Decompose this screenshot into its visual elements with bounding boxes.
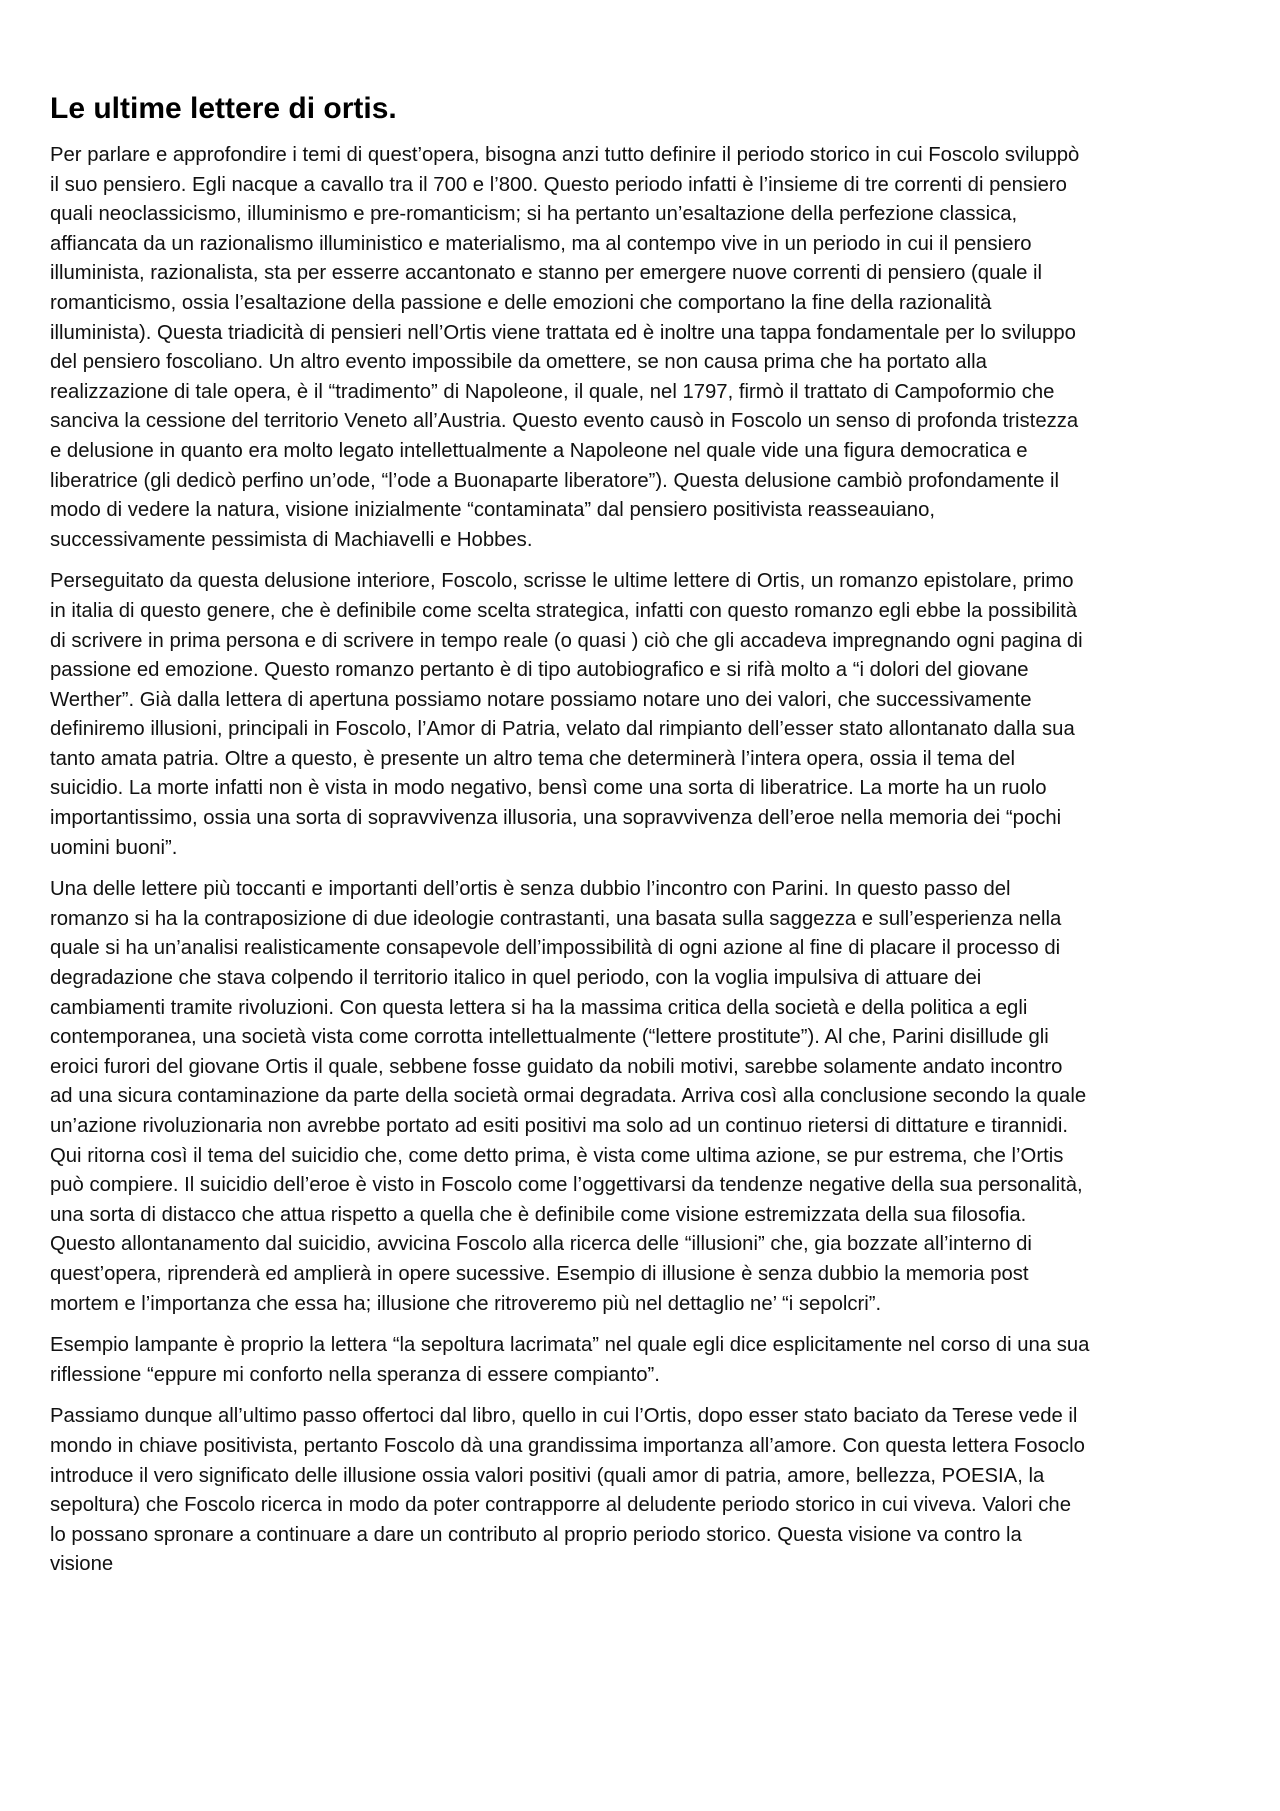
document-title: Le ultime lettere di ortis. (50, 92, 397, 125)
paragraph-last-passage: Passiamo dunque all’ultimo passo offertoci dal libro, quello in cui l’Ortis, dopo esser stato baciato da Terese vede il mondo in chiave positivista, pertanto Foscolo dà una grandissima importanza all’amore. Con questa lettera Fosoclo introduce il vero significato delle illusione ossia valori positivi (quali amor di patria, amore, bellezza, POESIA, la sepoltura) che Foscolo ricerca in modo da poter contrapporre al deludente periodo storico in cui viveva. Valori che lo possano spronare a continuare a dare un contributo al proprio periodo storico. Questa visione va contro la visione (50, 1405, 1085, 1576)
paragraph-epistolary-novel: Perseguitato da questa delusione interiore, Foscolo, scrisse le ultime lettere di Ortis, un romanzo epistolare, primo in italia di questo genere, che è definibile come scelta strategica, infatti con questo romanzo egli ebbe la possibilità di scrivere in prima persona e di scrivere in tempo reale (o quasi ) ciò che gli accadeva impregnando ogni pagina di passione ed emozione. Questo romanzo pertanto è di tipo autobiografico e si rifà molto a “i dolori del giovane Werther”. Già dalla lettera di apertuna possiamo notare possiamo notare uno dei valori, che successivamente definiremo illusioni, principali in Foscolo, l’Amor di Patria, velato dal rimpianto dell’esser stato allontanato dalla sua tanto amata patria. Oltre a questo, è presente un altro tema che determinerà l’intera opera, ossia il tema del suicidio. La morte infatti non è vista in modo negativo, bensì come una sorta di liberatrice. La morte ha un ruolo importantissimo, ossia una sorta di sopravvivenza illusoria, una sopravvivenza dell’eroe nella memoria dei “pochi uomini buoni”. (50, 570, 1083, 859)
paragraph-sepoltura-lacrimata: Esempio lampante è proprio la lettera “la sepoltura lacrimata” nel quale egli dice esplicitamente nel corso di una sua riflessione “eppure mi conforto nella speranza di essere compianto”. (50, 1334, 1090, 1386)
document-page (50, 90, 1090, 1592)
paragraph-parini-letter: Una delle lettere più toccanti e importanti dell’ortis è senza dubbio l’incontro con Parini. In questo passo del romanzo si ha la contraposizione di due ideologie contrastanti, una basata sulla saggezza e sull’esperienza nella quale si ha un’analisi realisticamente consapevole dell’impossibilità di ogni azione al fine di placare il processo di degradazione che stava colpendo il territorio italico in quel periodo, con la voglia impulsiva di attuare dei cambiamenti tramite rivoluzioni. Con questa lettera si ha la massima critica della società e della politica a egli contemporanea, una società vista come corrotta intellettualmente (“lettere prostitute”). Al che, Parini disillude gli eroici furori del giovane Ortis il quale, sebbene fosse guidato da nobili motivi, sarebbe solamente andato incontro ad una sicura contaminazione da parte della società ormai degradata. Arriva così alla conclusione secondo la quale un’azione rivoluzionaria non avrebbe portato ad esiti positivi ma solo ad un continuo rietersi di dittature e tirannidi. Qui ritorna così il tema del suicidio che, come detto prima, è vista come ultima azione, se pur estrema, che l’Ortis può compiere. Il suicidio dell’eroe è visto in Foscolo come l’oggettivarsi da tendenze negative della sua personalità, una sorta di distacco che attua rispetto a quella che è definibile come visione estremizzata della sua filosofia. Questo allontanamento dal suicidio, avvicina Foscolo alla ricerca delle “illusioni” che, gia bozzate all’interno di quest’opera, riprenderà ed amplierà in opere sucessive. Esempio di illusione è senza dubbio la memoria post mortem e l’importanza che essa ha; illusione che ritroveremo più nel dettaglio ne’ “i sepolcri”. (50, 878, 1087, 1315)
paragraph-context: Per parlare e approfondire i temi di quest’opera, bisogna anzi tutto definire il periodo storico in cui Foscolo sviluppò il suo pensiero. Egli nacque a cavallo tra il 700 e l’800. Questo periodo infatti è l’insieme di tre correnti di pensiero quali neoclassicismo, illuminismo e pre-romanticism; si ha pertanto un’esaltazione della perfezione classica, affiancata da un razionalismo illuministico e materialismo, ma al contempo vive in un periodo in cui il pensiero illuminista, razionalista, sta per esserre accantonato e stanno per emergere nuove correnti di pensiero (quale il romanticismo, ossia l’esaltazione della passione e delle emozioni che comportano la fine della razionalità illuminista). Questa triadicità di pensieri nell’Ortis viene trattata ed è inoltre una tappa fondamentale per lo sviluppo del pensiero foscoliano. Un altro evento impossibile da omettere, se non causa prima che ha portato alla realizzazione di tale opera, è il “tradimento” di Napoleone, il quale, nel 1797, firmò il trattato di Campoformio che sanciva la cessione del territorio Veneto all’Austria. Questo evento causò in Foscolo un senso di profonda tristezza e delusione in quanto era molto legato intellettualmente a Napoleone nel quale vide una figura democratica e liberatrice (gli dedicò perfino un’ode, “l’ode a Buonaparte liberatore”). Questa delusione cambiò profondamente il modo di vedere la natura, visione inizialmente “contaminata” dal pensiero positivista reasseauiano, successivamente pessimista di Machiavelli e Hobbes. (50, 144, 1080, 551)
